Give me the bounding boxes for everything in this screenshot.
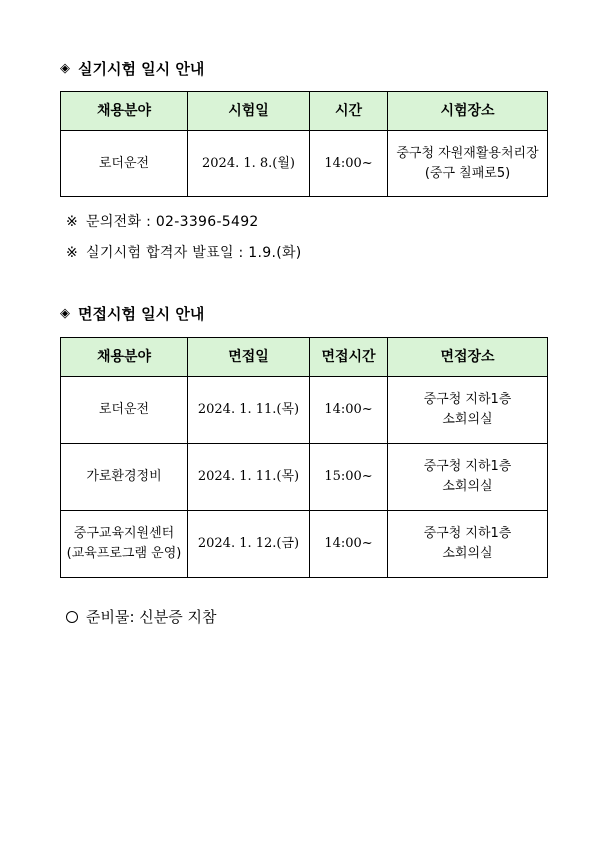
cell-date: 2024. 1. 11.(목)	[188, 377, 310, 444]
cell-time: 14:00~	[310, 377, 388, 444]
note-phone	[66, 211, 259, 231]
note-announcement-text: 실기시험 합격자 발표일 : 1.9.(화)	[86, 245, 302, 261]
note-phone-text: 문의전화 : 02-3396-5492	[86, 214, 259, 230]
interview-schedule-table	[60, 337, 548, 578]
place-line-1: 중구청 지하1층	[423, 526, 512, 541]
header-field: 채용분야	[61, 92, 188, 131]
interview-title-text: 면접시험 일시 안내	[78, 305, 205, 323]
cell-time: 14:00~	[310, 511, 388, 578]
cell-time: 15:00~	[310, 444, 388, 511]
place-line-2: 소회의실	[442, 479, 493, 494]
header-time: 면접시간	[310, 338, 388, 377]
preparation-text: 준비물: 신분증 지참	[86, 608, 217, 626]
place-line-1: 중구청 지하1층	[423, 459, 512, 474]
place-line-2: 소회의실	[442, 412, 493, 427]
cell-place	[388, 511, 548, 578]
cell-date: 2024. 1. 11.(목)	[188, 444, 310, 511]
diamond-bullet-icon: ◈	[60, 306, 70, 321]
cell-place	[388, 377, 548, 444]
header-field: 채용분야	[61, 338, 188, 377]
place-line-2: 소회의실	[442, 546, 493, 561]
table-row	[61, 511, 548, 578]
interview-section-title	[60, 303, 204, 324]
cell-field	[61, 511, 188, 578]
practical-title-text: 실기시험 일시 안내	[78, 60, 205, 78]
table-header-row	[61, 338, 548, 377]
reference-mark-icon: ※	[66, 214, 79, 230]
place-line-1: 중구청 자원재활용처리장	[396, 145, 539, 161]
place-line-2: (중구 칠패로5)	[424, 165, 511, 181]
preparation-note	[66, 606, 217, 627]
header-date: 면접일	[188, 338, 310, 377]
field-line-1: 중구교육지원센터	[73, 526, 175, 541]
field-line-2: (교육프로그램 운영)	[66, 546, 182, 561]
practical-section-title	[60, 58, 204, 79]
table-row	[61, 131, 548, 197]
cell-field	[61, 377, 188, 444]
header-place: 시험장소	[388, 92, 548, 131]
table-row	[61, 444, 548, 511]
cell-place	[388, 131, 548, 197]
field-line-1: 로더운전	[98, 402, 150, 417]
reference-mark-icon: ※	[66, 245, 79, 261]
header-time: 시간	[310, 92, 388, 131]
circle-bullet-icon	[66, 611, 78, 623]
table-row	[61, 377, 548, 444]
cell-date: 2024. 1. 12.(금)	[188, 511, 310, 578]
practical-schedule-table	[60, 91, 548, 197]
cell-field: 로더운전	[61, 131, 188, 197]
field-line-1: 가로환경정비	[86, 469, 162, 484]
cell-place	[388, 444, 548, 511]
cell-date: 2024. 1. 8.(월)	[188, 131, 310, 197]
note-announcement	[66, 242, 302, 262]
header-date: 시험일	[188, 92, 310, 131]
table-header-row	[61, 92, 548, 131]
diamond-bullet-icon: ◈	[60, 61, 70, 76]
place-line-1: 중구청 지하1층	[423, 392, 512, 407]
cell-time: 14:00~	[310, 131, 388, 197]
header-place: 면접장소	[388, 338, 548, 377]
cell-field	[61, 444, 188, 511]
